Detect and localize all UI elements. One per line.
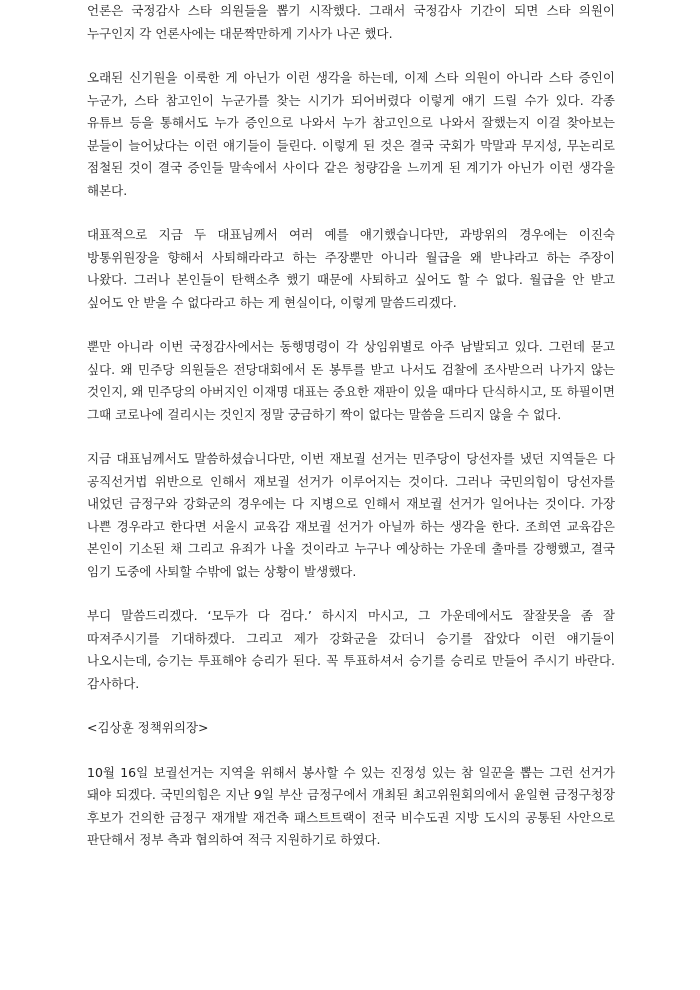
paragraph-new-era: 오래된 신기원을 이룩한 게 아닌가 이런 생각을 하는데, 이제 스타 의원이 아니라 스타 증인이 누군가, 스타 참고인이 누군가를 찾는 시기가 되어버렸다 이렇게 얘기 드릴 수가 있다. 각종 유튜브 등을 통해서도 누가 증인으로 나와서 누가 참고인으로 나와서 잘했는지 이걸 찾아보는 분들이 늘어났다는 이런 얘기들이 들린다. 이렇게 된 것은 결국 국회가 막말과 무지성, 무논리로 점철된 것이 결국 증인들 말속에서 사이다 같은 청량감을 느끼게 된 계기가 아닌가 이런 생각을 해본다. [87, 70, 615, 198]
speaker-heading: <김상훈 정책위의장> [87, 720, 209, 735]
paragraph-star-witness: 언론은 국정감사 스타 의원들을 뽑기 시작했다. 그래서 국정감사 기간이 되면 스타 의원이 누구인지 각 언론사에는 대문짝만하게 기사가 나곤 했다. [87, 3, 615, 41]
paragraph-closing: 부디 말씀드리겠다. ‘모두가 다 검다.’ 하시지 마시고, 그 가운데에서도 잘잘못을 좀 잘 따져주시기를 기대하겠다. 그리고 제가 강화군을 갔더니 승기를 잡았다 이런 얘기들이 나오시는데, 승기는 투표해야 승리가 된다. 꼭 투표하셔서 승기를 승리로 만들어 주시기 바란다. 감사하다. [87, 608, 615, 691]
paragraph-policy-chief: 10월 16일 보궐선거는 지역을 위해서 봉사할 수 있는 진정성 있는 참 일꾼을 뽑는 그런 선거가 돼야 되겠다. 국민의힘은 지난 9일 부산 금정구에서 개최된 최고위원회의에서 윤일현 금정구청장 후보가 건의한 금정구 재개발 재건축 패스트트랙이 전국 비수도권 지방 도시의 공통된 사안으로 판단해서 정부 측과 협의하여 적극 지원하기로 하였다. [87, 764, 615, 847]
paragraph-accompany-order: 뿐만 아니라 이번 국정감사에서는 동행명령이 각 상임위별로 아주 남발되고 있다. 그런데 묻고 싶다. 왜 민주당 의원들은 전당대회에서 돈 봉투를 받고 나서도 검찰에 조사받으러 나가지 않는 것인지, 왜 민주당의 아버지인 이재명 대표는 중요한 재판이 있을 때마다 단식하시고, 또 하필이면 그때 코로나에 걸리시는 것인지 정말 궁금하기 짝이 없다는 말씀을 드리지 않을 수 없다. [87, 339, 615, 422]
paragraph-by-election: 지금 대표님께서도 말씀하셨습니다만, 이번 재보궐 선거는 민주당이 당선자를 냈던 지역들은 다 공직선거법 위반으로 인해서 재보궐 선거가 이루어지는 것이다. 그러나 국민의힘이 당선자를 내었던 금정구와 강화군의 경우에는 다 지병으로 인해서 재보궐 선거가 일어나는 것이다. 가장 나쁜 경우라고 한다면 서울시 교육감 재보궐 선거가 아닐까 하는 생각을 한다. 조희연 교육감은 본인이 기소된 채 그리고 유죄가 나올 것이라고 누구나 예상하는 가운데 출마를 강행했고, 결국 임기 도중에 사퇴할 수밖에 없는 상황이 발생했다. [87, 451, 615, 579]
paragraph-committee-example: 대표적으로 지금 두 대표님께서 여러 예를 얘기했습니다만, 과방위의 경우에는 이진숙 방통위원장을 향해서 사퇴해라라고 하는 주장뿐만 아니라 월급을 왜 받냐라고 하는 주장이 나왔다. 그러나 본인들이 탄핵소추 했기 때문에 사퇴하고 싶어도 할 수 없다. 월급을 안 받고 싶어도 안 받을 수 없다라고 하는 게 현실이다, 이렇게 말씀드리겠다. [87, 227, 615, 310]
document-page [87, 0, 615, 874]
